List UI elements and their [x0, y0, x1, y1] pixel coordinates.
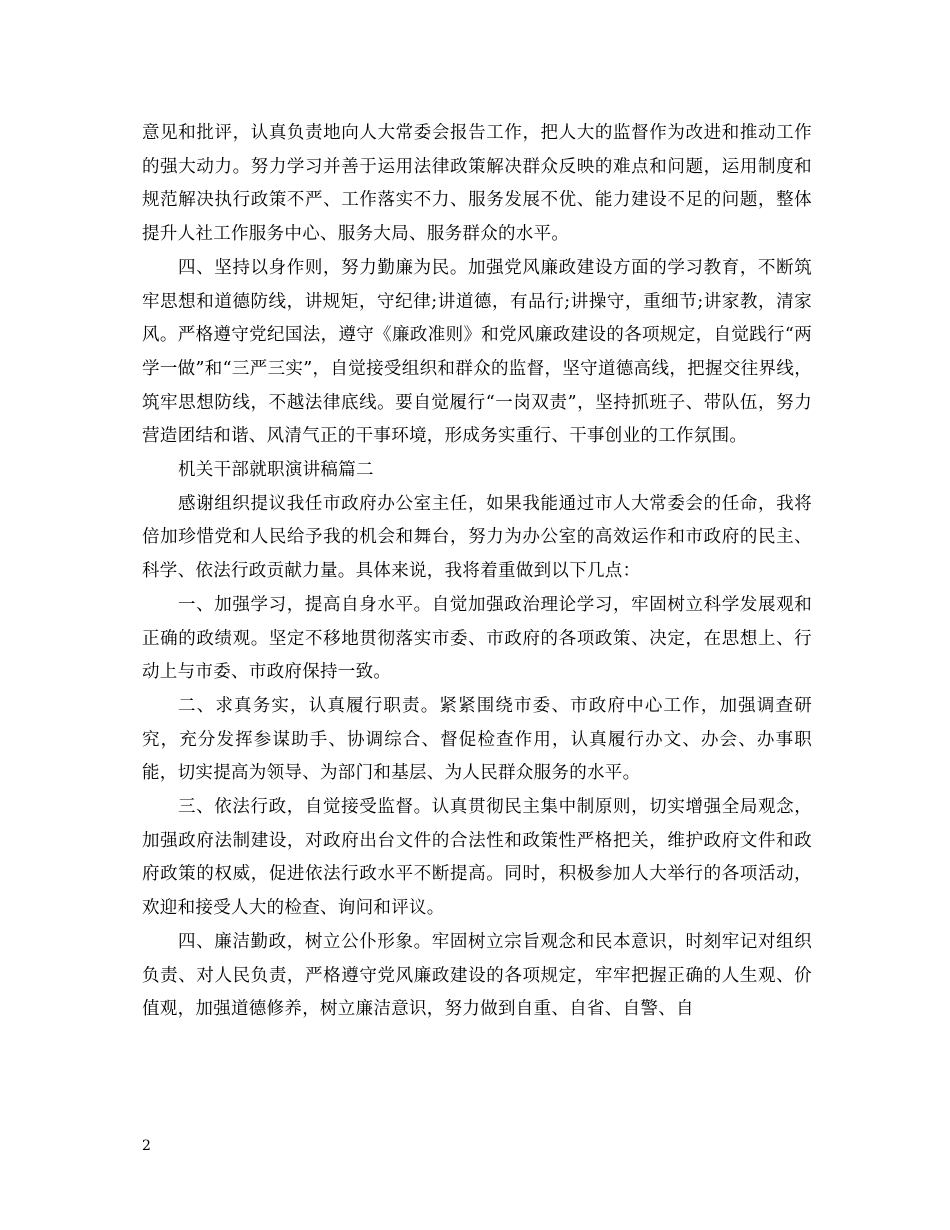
- paragraph-point-one: 一、加强学习，提高自身水平。自觉加强政治理论学习，牢固树立科学发展观和正确的政绩观。坚定不移地贯彻落实市委、市政府的各项政策、决定，在思想上、行动上与市委、市政府保持一致。: [142, 594, 812, 683]
- paragraph-point-four-b: 四、廉洁勤政，树立公仆形象。牢固树立宗旨观念和民本意识，时刻牢记对组织负责、对人民负责，严格遵守党风廉政建设的各项规定，牢牢把握正确的人生观、价值观，加强道德修养，树立廉洁意识，努力做到自重、自省、自警、自: [142, 931, 812, 1020]
- paragraph-continued: 意见和批评，认真负责地向人大常委会报告工作，把人大的监督作为改进和推动工作的强大动力。努力学习并善于运用法律政策解决群众反映的难点和问题，运用制度和规范解决执行政策不严、工作落实不力、服务发展不优、能力建设不足的问题，整体提升人社工作服务中心、服务大局、服务群众的水平。: [142, 123, 812, 245]
- section-heading: 机关干部就职演讲稿篇二: [178, 460, 374, 481]
- paragraph-point-four: 四、坚持以身作则，努力勤廉为民。加强党风廉政建设方面的学习教育，不断筑牢思想和道德防线，讲规矩，守纪律;讲道德，有品行;讲操守，重细节;讲家教，清家风。严格遵守党纪国法，遵守《廉政准则》和党风廉政建设的各项规定，自觉践行“两学一做”和“三严三实”，自觉接受组织和群众的监督，坚守道德高线，把握交往界线，筑牢思想防线，不越法律底线。要自觉履行“一岗双责”，坚持抓班子、带队伍，努力营造团结和谐、风清气正的干事环境，形成务实重行、干事创业的工作氛围。: [142, 257, 812, 447]
- document-body: [142, 117, 812, 1027]
- paragraph-intro: 感谢组织提议我任市政府办公室主任，如果我能通过市人大常委会的任命，我将倍加珍惜党和人民给予我的机会和舞台，努力为办公室的高效运作和市政府的民主、科学、依法行政贡献力量。具体来说，我将着重做到以下几点：: [142, 493, 812, 582]
- paragraph-point-two: 二、求真务实，认真履行职责。紧紧围绕市委、市政府中心工作，加强调查研究，充分发挥参谋助手、协调综合、督促检查作用，认真履行办文、办会、办事职能，切实提高为领导、为部门和基层、为人民群众服务的水平。: [142, 695, 812, 784]
- page-number: 2: [142, 1138, 151, 1154]
- paragraph-point-three: 三、依法行政，自觉接受监督。认真贯彻民主集中制原则，切实增强全局观念，加强政府法制建设，对政府出台文件的合法性和政策性严格把关，维护政府文件和政府政策的权威，促进依法行政水平不断提高。同时，积极参加人大举行的各项活动，欢迎和接受人大的检查、询问和评议。: [142, 797, 812, 919]
